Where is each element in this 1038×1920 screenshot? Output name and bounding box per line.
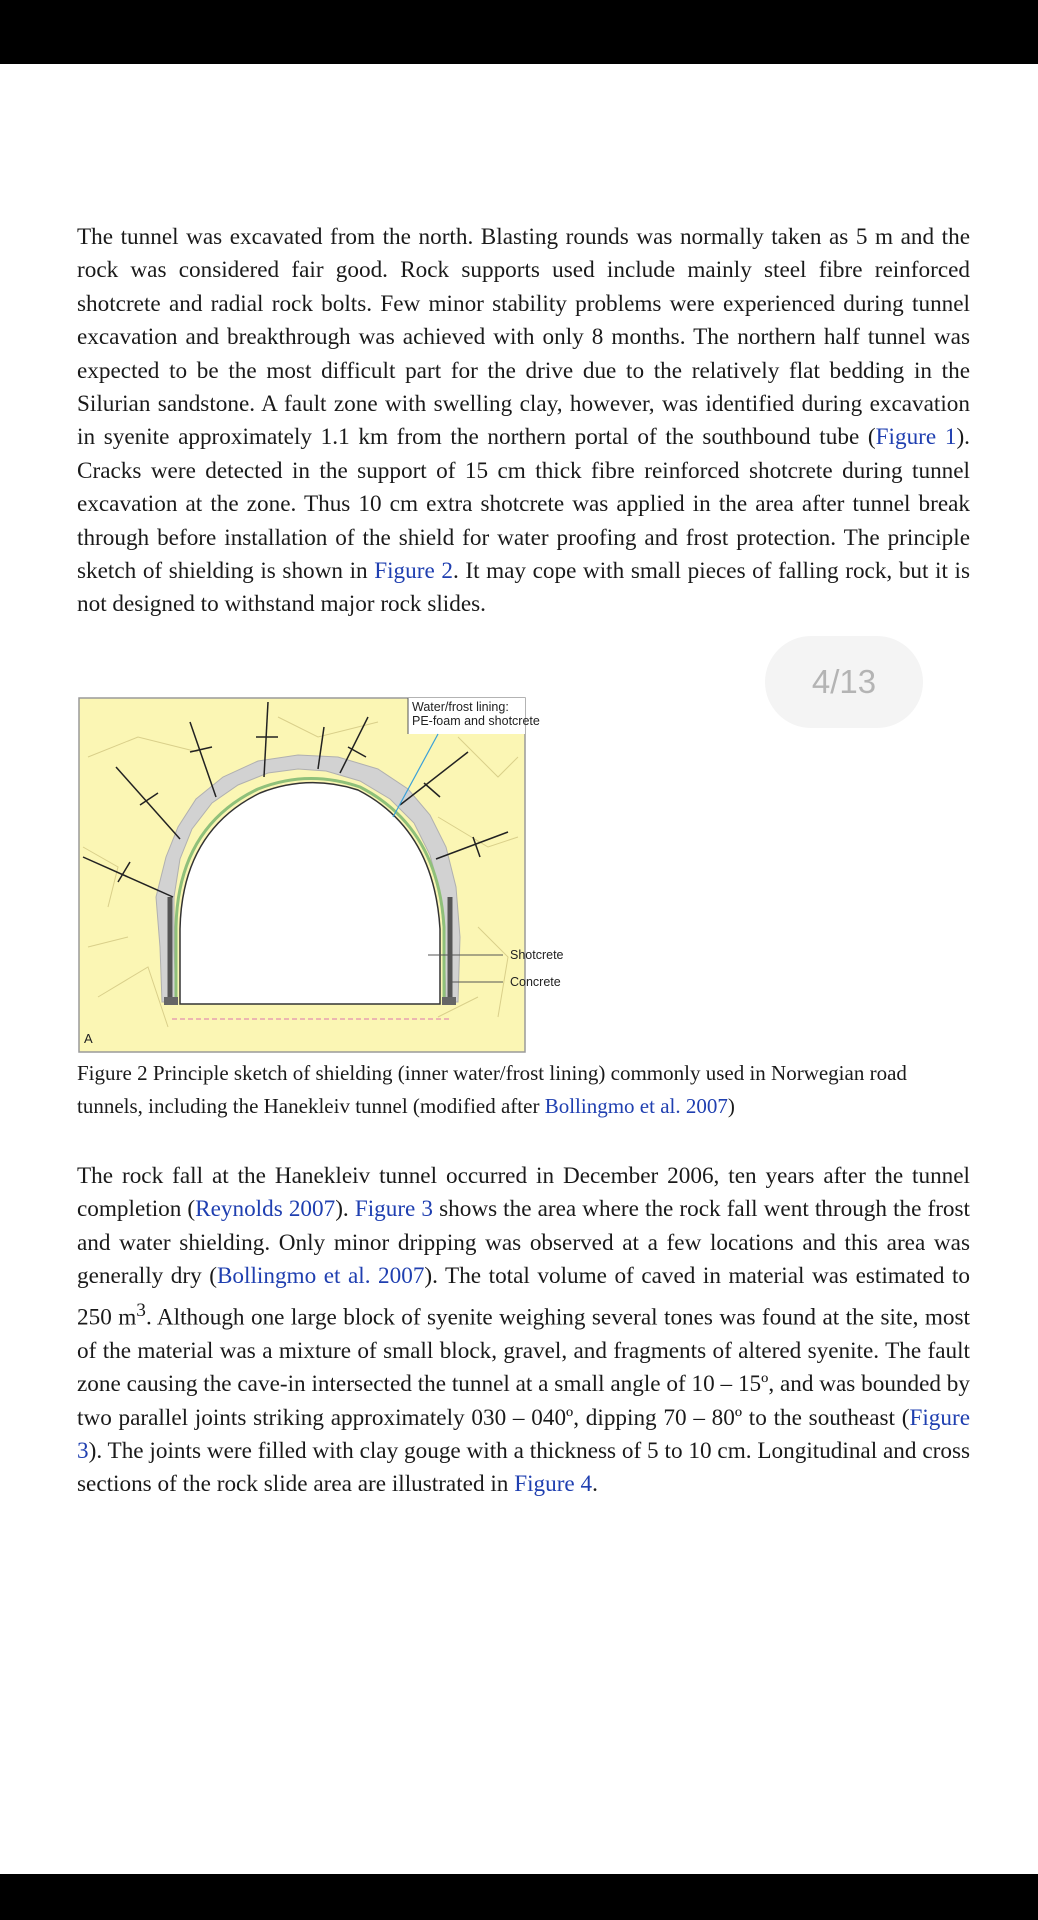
text-run: ). bbox=[335, 1196, 355, 1223]
footing-right bbox=[442, 997, 456, 1005]
text-run: . Although one large block of syenite weighing several tones was found at the site, most of the material was a mixture of small block, gravel, and fragments of altered syenite. The fault zone causing the cave-in intersected the tunnel at a small angle of 10 – 15º, and was bounded by two parallel joints striking approximately 030 – 040º, dipping 70 – 80º to the southeast ( bbox=[77, 1304, 970, 1431]
label-water-frost-lining: Water/frost lining: bbox=[412, 700, 509, 714]
superscript-3: 3 bbox=[136, 1299, 146, 1321]
body-paragraph-1 bbox=[77, 221, 970, 622]
bollingmo-2007-link[interactable]: Bollingmo et al. 2007 bbox=[544, 1094, 728, 1118]
figure-caption bbox=[77, 1057, 970, 1123]
status-bar bbox=[0, 0, 1038, 64]
text-run: ). The joints were filled with clay gouge with a thickness of 5 to 10 cm. Longitudinal and cross sections of the rock slide area are illustrated in bbox=[77, 1437, 970, 1498]
tunnel-shielding-figure bbox=[78, 697, 564, 1053]
page-indicator bbox=[765, 636, 923, 728]
text-run: shows the area where the rock fall went through the frost and water shielding. Only minor dripping was observed at a few locations and this area was generally dry ( bbox=[77, 1196, 970, 1290]
text-run: . bbox=[592, 1471, 598, 1498]
text-run: ) bbox=[727, 1094, 735, 1118]
bollingmo-2007-link[interactable]: Bollingmo et al. 2007 bbox=[216, 1263, 425, 1290]
label-shotcrete: Shotcrete bbox=[510, 948, 564, 962]
body-paragraph-2 bbox=[77, 1160, 970, 1502]
text-run: . It may cope with small pieces of falling rock, but it is not designed to withstand major rock slides. bbox=[77, 558, 970, 618]
reynolds-2007-link[interactable]: Reynolds 2007 bbox=[195, 1196, 336, 1223]
total-pages: 13 bbox=[839, 663, 877, 700]
current-page: 4 bbox=[811, 663, 831, 700]
figure-3-link[interactable]: Figure 3 bbox=[354, 1196, 434, 1223]
label-concrete: Concrete bbox=[510, 975, 561, 989]
text-run: ). The total volume of caved in material was estimated to 250 m bbox=[77, 1263, 970, 1331]
navigation-bar bbox=[0, 1874, 1038, 1920]
footing-left bbox=[164, 997, 178, 1005]
page-separator: / bbox=[830, 663, 840, 700]
text-run: Figure 2 Principle sketch of shielding (inner water/frost lining) commonly used in Norwegian road tunnels, including the Hanekleiv tunnel (modified after bbox=[77, 1061, 907, 1118]
figure-3-link[interactable]: Figure 3 bbox=[77, 1404, 970, 1464]
text-run: ). Cracks were detected in the support of 15 cm thick fibre reinforced shotcrete during tunnel excavation at the zone. Thus 10 cm extra shotcrete was applied in the area after tunnel break through before installation of the shield for water proofing and frost protection. The principle sketch of shielding is shown in bbox=[77, 424, 970, 585]
text-run: The tunnel was excavated from the north. Blasting rounds was normally taken as 5 m and the rock was considered fair good. Rock supports used include mainly steel fibre reinforced shotcrete and radial rock bolts. Few minor stability problems were experienced during tunnel excavation and breakthrough was achieved with only 8 months. The northern half tunnel was expected to be the most difficult part for the drive due to the relatively flat bedding in the Silurian sandstone. A fault zone with swelling clay, however, was identified during excavation in syenite approximately 1.1 km from the northern portal of the southbound tube ( bbox=[77, 224, 970, 451]
text-run: The rock fall at the Hanekleiv tunnel occurred in December 2006, ten years after the tunnel completion ( bbox=[77, 1163, 970, 1223]
figure-2-link[interactable]: Figure 2 bbox=[374, 558, 453, 585]
figure-4-link[interactable]: Figure 4 bbox=[514, 1471, 593, 1498]
panel-letter: A bbox=[84, 1031, 93, 1046]
label-pe-foam-shotcrete: PE-foam and shotcrete bbox=[412, 714, 540, 728]
figure-1-link[interactable]: Figure 1 bbox=[875, 424, 957, 451]
